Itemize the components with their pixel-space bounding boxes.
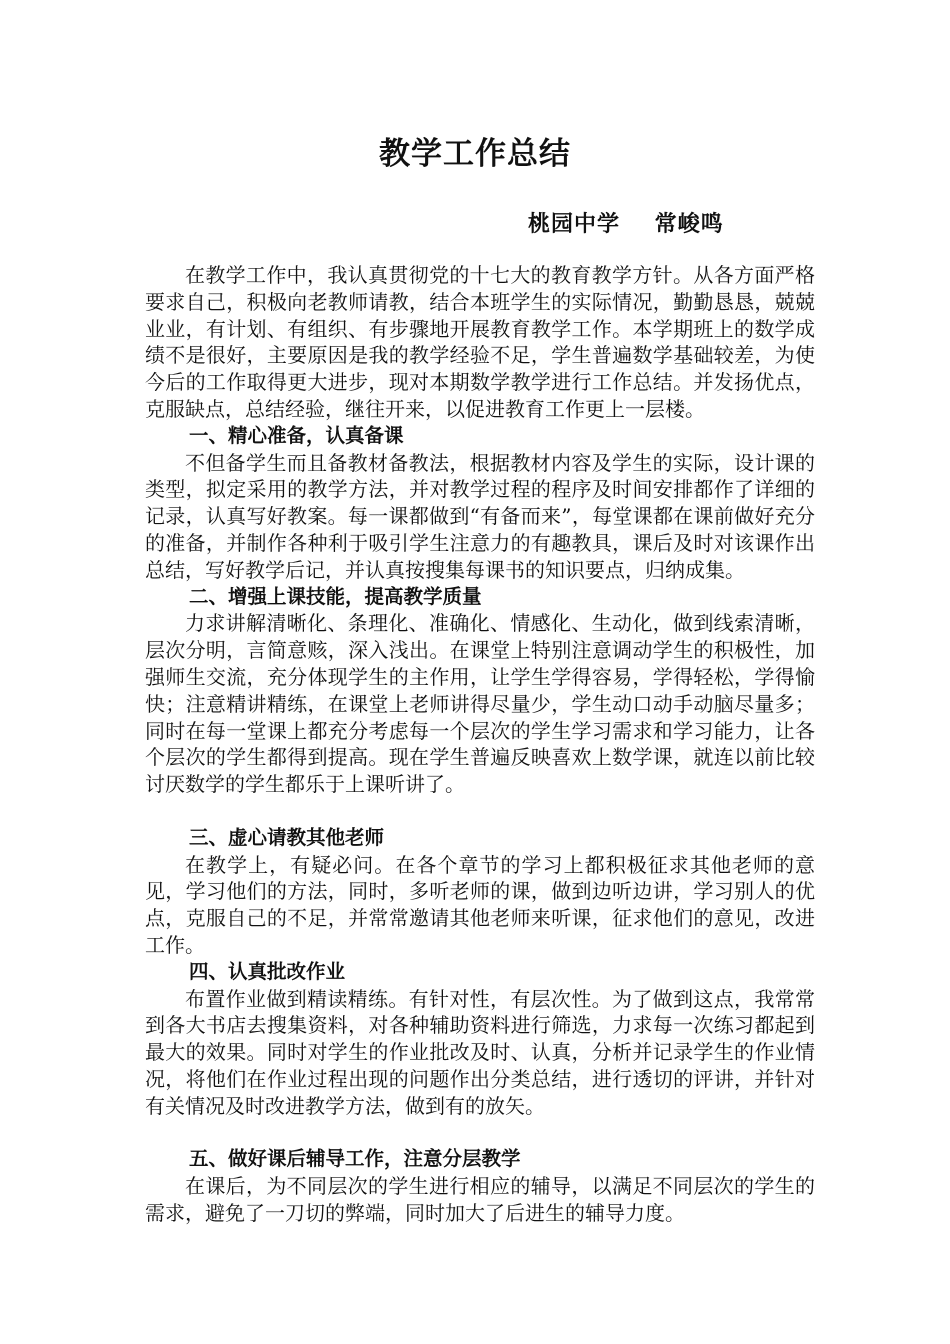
document-body — [145, 262, 815, 1227]
paragraph-spacer — [145, 798, 815, 825]
section-text-2: 力求讲解清晰化、条理化、准确化、情感化、生动化，做到线索清晰，层次分明，言简意赅，深入浅出。在课堂上特别注意调动学生的积极性，加强师生交流，充分体现学生的主作用，让学生学得容易，学得轻松，学得愉快；注意精讲精练，在课堂上老师讲得尽量少，学生动口动手动脑尽量多；同时在每一堂课上都充分考虑每一个层次的学生学习需求和学习能力，让各个层次的学生都得到提高。现在学生普遍反映喜欢上数学课，就连以前比较讨厌数学的学生都乐于上课听讲了。 — [145, 611, 815, 797]
section-text-3: 在教学上，有疑必问。在各个章节的学习上都积极征求其他老师的意见，学习他们的方法，同时，多听老师的课，做到边听边讲，学习别人的优点，克服自己的不足，并常常邀请其他老师来听课，征求他们的意见，改进工作。 — [145, 852, 815, 957]
document-title: 教学工作总结 — [379, 136, 571, 172]
section-heading-3: 三、虚心请教其他老师 — [189, 825, 385, 849]
section-text-4: 布置作业做到精读精练。有针对性，有层次性。为了做到这点，我常常到各大书店去搜集资料，对各种辅助资料进行筛选，力求每一次练习都起到最大的效果。同时对学生的作业批改及时、认真，分析并记录学生的作业情况，将他们在作业过程出现的问题作出分类总结，进行透切的评讲，并针对有关情况及时改进教学方法，做到有的放矢。 — [145, 986, 815, 1118]
section-heading-2: 二、增强上课技能，提高教学质量 — [189, 584, 482, 608]
intro-paragraph: 在教学工作中，我认真贯彻党的十七大的教育教学方针。从各方面严格要求自己，积极向老教师请教，结合本班学生的实际情况，勤勤恳恳，兢兢业业，有计划、有组织、有步骤地开展教育教学工作。本学期班上的数学成绩不是很好，主要原因是我的教学经验不足，学生普遍数学基础较差，为使今后的工作取得更大进步，现对本期数学教学进行工作总结。并发扬优点，克服缺点，总结经验，继往开来，以促进教育工作更上一层楼。 — [145, 263, 815, 421]
section-text-5: 在课后，为不同层次的学生进行相应的辅导，以满足不同层次的学生的需求，避免了一刀切的弊端，同时加大了后进生的辅导力度。 — [145, 1174, 815, 1225]
section-heading-5: 五、做好课后辅导工作，注意分层教学 — [189, 1147, 521, 1171]
paragraph-spacer — [145, 1120, 815, 1147]
section-heading-1: 一、精心准备，认真备课 — [189, 423, 404, 447]
section-heading-4: 四、认真批改作业 — [189, 959, 346, 983]
author-byline: 桃园中学 常峻鸣 — [528, 211, 724, 237]
section-text-1: 不但备学生而且备教材备教法，根据教材内容及学生的实际，设计课的类型，拟定采用的教学方法，并对教学过程的程序及时间安排都作了详细的记录，认真写好教案。每一课都做到“有备而来”，每堂课都在课前做好充分的准备，并制作各种利于吸引学生注意力的有趣教具，课后及时对该课作出总结，写好教学后记，并认真按搜集每课书的知识要点，归纳成集。 — [145, 450, 815, 582]
